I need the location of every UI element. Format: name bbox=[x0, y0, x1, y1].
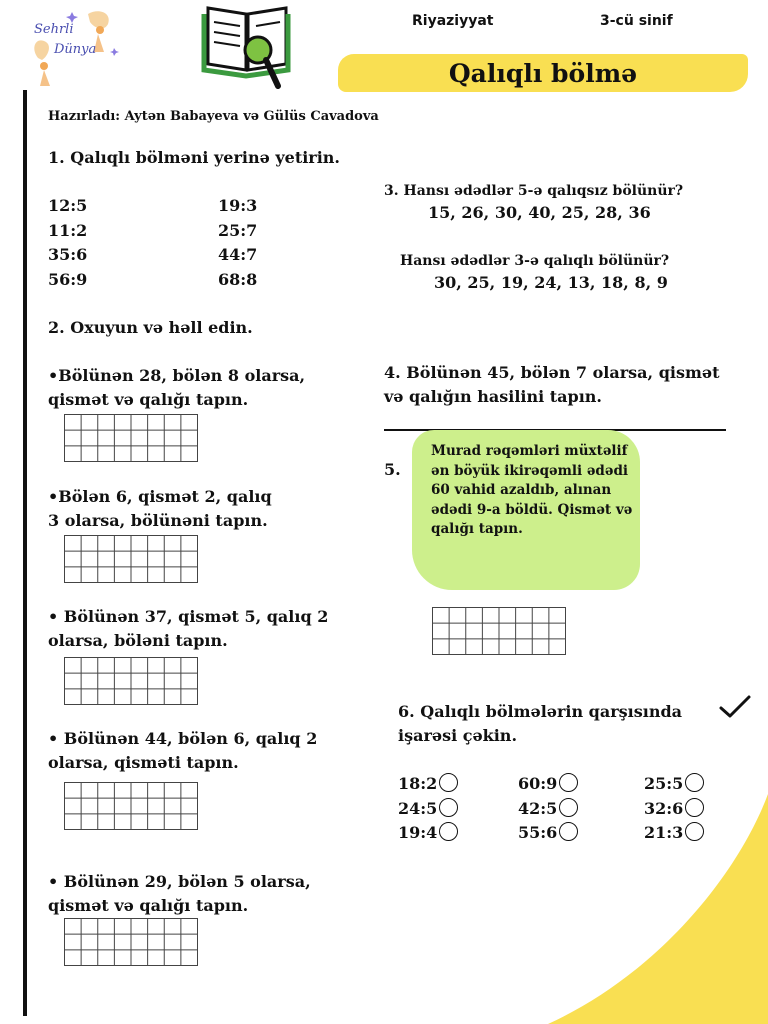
task2-title: 2. Oxuyun və həll edin. bbox=[48, 318, 253, 337]
division-item: 68:8 bbox=[218, 269, 258, 289]
task4-text bbox=[384, 361, 719, 409]
task2-item-3-line1: • Bölünən 37, qismət 5, qalıq 2 bbox=[48, 607, 329, 626]
option-label: 24:5 bbox=[398, 798, 438, 818]
task2-item-1-line2: qismət və qalığı tapın. bbox=[48, 390, 249, 409]
option-circle[interactable] bbox=[439, 822, 458, 841]
page-title: Qalıqlı bölmə bbox=[448, 58, 638, 88]
task5-text: Murad rəqəmləri müxtəlif ən böyük ikirəqəmli ədədi 60 vahid azaldıb, alınan ədədi 9-a böldü. Qismət və qalığı tapın. bbox=[431, 443, 633, 537]
task2-item-1 bbox=[48, 364, 305, 412]
answer-grid[interactable] bbox=[64, 535, 198, 583]
task1-title: 1. Qalıqlı bölməni yerinə yetirin. bbox=[48, 148, 340, 167]
answer-grid[interactable] bbox=[64, 657, 198, 705]
book-magnifier-icon bbox=[200, 0, 296, 92]
subject-label: Riyaziyyat bbox=[412, 13, 494, 29]
division-item: 44:7 bbox=[218, 245, 258, 264]
option-row bbox=[644, 772, 704, 797]
answer-grid[interactable] bbox=[432, 607, 566, 655]
grade-label: 3-cü sinif bbox=[600, 13, 673, 29]
option-label: 25:5 bbox=[644, 774, 684, 793]
task2-item-5-line1: • Bölünən 29, bölən 5 olarsa, bbox=[48, 872, 311, 891]
option-row bbox=[398, 797, 458, 822]
title-banner bbox=[338, 54, 748, 92]
option-label: 42:5 bbox=[518, 798, 558, 818]
option-label: 19:4 bbox=[398, 823, 438, 842]
checkmark-icon bbox=[718, 694, 752, 720]
task3-numbers-2: 30, 25, 19, 24, 13, 18, 8, 9 bbox=[434, 273, 668, 292]
task2-item-3 bbox=[48, 605, 328, 653]
logo-text-line1: Sehrli bbox=[34, 22, 74, 37]
task6-line1: 6. Qalıqlı bölmələrin qarşısında bbox=[398, 702, 683, 721]
task2-item-5-line2: qismət və qalığı tapın. bbox=[48, 896, 249, 915]
answer-grid[interactable] bbox=[64, 918, 198, 966]
option-label: 55:6 bbox=[518, 823, 558, 842]
option-label: 32:6 bbox=[644, 798, 684, 818]
task6-line2: işarəsi çəkin. bbox=[398, 726, 518, 745]
task4-line1: 4. Bölünən 45, bölən 7 olarsa, qismət bbox=[384, 363, 720, 382]
option-label: 18:2 bbox=[398, 774, 438, 793]
task3-numbers-1: 15, 26, 30, 40, 25, 28, 36 bbox=[428, 203, 651, 222]
option-circle[interactable] bbox=[439, 798, 458, 817]
task1-col2 bbox=[218, 194, 257, 292]
division-item: 35:6 bbox=[48, 245, 88, 264]
option-row bbox=[398, 772, 458, 797]
division-item: 56:9 bbox=[48, 269, 88, 289]
task2-item-4-line2: olarsa, qisməti tapın. bbox=[48, 753, 239, 772]
task2-item-3-line2: olarsa, böləni tapın. bbox=[48, 631, 228, 650]
task6-col1 bbox=[398, 772, 458, 846]
task3-question-1: 3. Hansı ədədlər 5-ə qalıqsız bölünür? bbox=[384, 183, 684, 199]
division-item: 25:7 bbox=[218, 220, 258, 240]
option-circle[interactable] bbox=[559, 773, 578, 792]
division-item: 19:3 bbox=[218, 196, 258, 215]
decorative-corner-shape bbox=[508, 794, 768, 1024]
answer-grid[interactable] bbox=[64, 782, 198, 830]
answer-grid[interactable] bbox=[64, 414, 198, 462]
task1-col1 bbox=[48, 194, 87, 292]
task2-item-4 bbox=[48, 727, 317, 775]
task2-item-2-line1: •Bölən 6, qismət 2, qalıq bbox=[48, 487, 272, 506]
option-circle[interactable] bbox=[439, 773, 458, 792]
task3-question-2: Hansı ədədlər 3-ə qalıqlı bölünür? bbox=[400, 253, 670, 269]
option-circle[interactable] bbox=[685, 773, 704, 792]
option-label: 21:3 bbox=[644, 823, 684, 842]
left-margin-rule bbox=[23, 90, 27, 1016]
logo-text-line2: Dünya bbox=[54, 42, 97, 57]
option-label: 60:9 bbox=[518, 774, 558, 793]
task2-item-1-line1: •Bölünən 28, bölən 8 olarsa, bbox=[48, 366, 306, 385]
task5-number: 5. bbox=[384, 460, 401, 479]
division-item: 11:2 bbox=[48, 220, 88, 240]
option-row bbox=[398, 821, 458, 846]
task2-item-5 bbox=[48, 870, 311, 918]
division-item: 12:5 bbox=[48, 196, 88, 215]
task2-item-4-line1: • Bölünən 44, bölən 6, qalıq 2 bbox=[48, 729, 318, 748]
task4-line2: və qalığın hasilini tapın. bbox=[384, 387, 602, 406]
author-line: Hazırladı: Aytən Babayeva və Gülüs Cavadova bbox=[48, 109, 379, 124]
task6-text bbox=[398, 700, 682, 748]
option-row bbox=[518, 772, 578, 797]
task2-item-2-line2: 3 olarsa, bölünəni tapın. bbox=[48, 511, 268, 530]
task2-item-2 bbox=[48, 485, 272, 533]
